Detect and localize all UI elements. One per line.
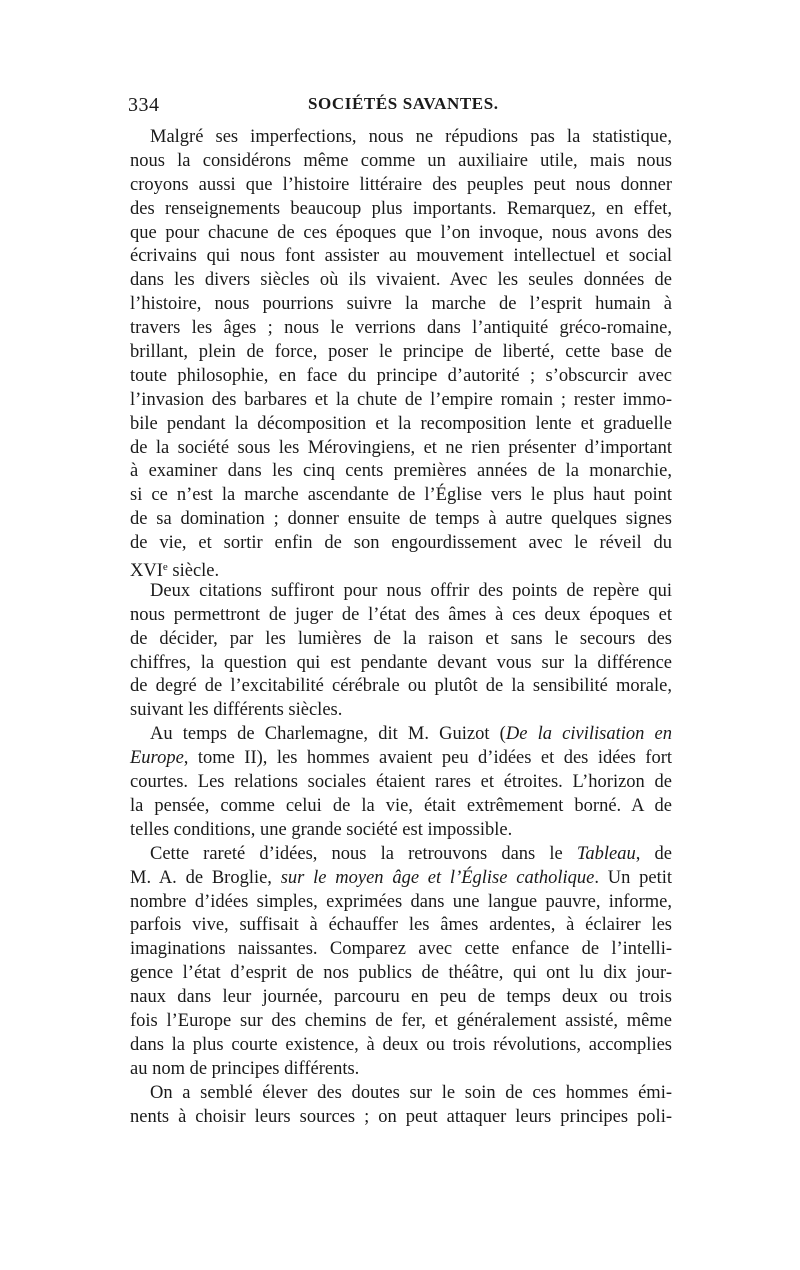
text-fragment: . Un petit bbox=[594, 867, 673, 888]
century-superscript: e bbox=[162, 561, 168, 574]
text-line: chiffres, la question qui est pendante devant vous sur la différence bbox=[130, 652, 672, 673]
text-line: gence l’état d’esprit de nos publics de théâtre, qui ont lu dix jour- bbox=[130, 963, 672, 984]
text-line: nombre d’idées simples, exprimées dans une langue pauvre, informe, bbox=[130, 891, 672, 912]
text-line: brillant, plein de force, poser le principe de liberté, cette base de bbox=[130, 342, 672, 363]
text-line: écrivains qui nous font assister au mouvement intellectuel et social bbox=[130, 246, 672, 267]
book-title: De la civilisation en bbox=[505, 724, 672, 745]
text-line: dans les divers siècles où ils vivaient. Avec les seules données de bbox=[130, 270, 672, 291]
text-line: de la société sous les Mérovingiens, et ne rien présenter d’important bbox=[130, 437, 672, 458]
text-fragment: , tome II), les hommes avaient peu d’idées et des idées fort bbox=[183, 748, 672, 769]
text-fragment: M. A. de Broglie, bbox=[130, 867, 281, 888]
text-line: imaginations naissantes. Comparez avec cette enfance de l’intelli- bbox=[130, 939, 672, 960]
text-line: l’invasion des barbares et la chute de l’empire romain ; rester immo- bbox=[130, 389, 672, 410]
text-line: On a semblé élever des doutes sur le soin de ces hommes émi- bbox=[150, 1082, 672, 1103]
text-line bbox=[130, 867, 672, 891]
text-line: travers les âges ; nous le verrions dans l’antiquité gréco-romaine, bbox=[130, 318, 672, 339]
century-tail: siècle. bbox=[167, 561, 220, 582]
text-line: dans la plus courte existence, à deux ou trois révolutions, accomplies bbox=[130, 1034, 672, 1055]
text-line: de vie, et sortir enfin de son engourdissement avec le réveil du bbox=[130, 533, 672, 554]
book-title: Europe bbox=[130, 748, 184, 769]
text-line bbox=[130, 556, 672, 580]
text-line: à examiner dans les cinq cents premières années de la monarchie, bbox=[130, 461, 672, 482]
text-line: telles conditions, une grande société est impossible. bbox=[130, 819, 513, 840]
book-title: Tableau bbox=[576, 843, 636, 864]
text-line: croyons aussi que l’histoire littéraire des peuples peut nous donner bbox=[130, 174, 672, 195]
text-line: que pour chacune de ces époques que l’on invoque, nous avons des bbox=[130, 222, 672, 243]
text-line: nous permettront de juger de l’état des âmes à ces deux époques et bbox=[130, 604, 672, 625]
text-line: de sa domination ; donner ensuite de temps à autre quelques signes bbox=[130, 509, 672, 530]
text-line: Malgré ses imperfections, nous ne répudions pas la statistique, bbox=[150, 127, 672, 147]
book-title: sur le moyen âge et l’Église catholique bbox=[280, 867, 595, 888]
text-line: si ce n’est la marche ascendante de l’Église vers le plus haut point bbox=[130, 485, 672, 506]
text-line bbox=[130, 843, 672, 867]
text-line: l’histoire, nous pourrions suivre la marche de l’esprit humain à bbox=[130, 294, 672, 315]
text-fragment: Cette rareté d’idées, nous la retrouvons dans le bbox=[150, 843, 577, 864]
text-line: toute philosophie, en face du principe d’autorité ; s’obscurcir avec bbox=[130, 365, 672, 386]
text-fragment: , de bbox=[635, 843, 672, 864]
text-line bbox=[130, 747, 672, 771]
text-fragment: Au temps de Charlemagne, dit M. Guizot ( bbox=[150, 724, 506, 745]
text-line: nous la considérons même comme un auxiliaire utile, mais nous bbox=[130, 150, 672, 171]
text-line: de degré de l’excitabilité cérébrale ou plutôt de la sensibilité morale, bbox=[130, 676, 672, 697]
text-line: naux dans leur journée, parcouru en peu de temps deux ou trois bbox=[130, 987, 672, 1008]
text-line: suivant les différents siècles. bbox=[130, 700, 343, 721]
text-line: des renseignements beaucoup plus importants. Remarquez, en effet, bbox=[130, 198, 672, 219]
text-line bbox=[130, 723, 672, 747]
text-line: Deux citations suffiront pour nous offrir des points de repère qui bbox=[150, 580, 672, 601]
running-head bbox=[128, 94, 672, 120]
text-line: courtes. Les relations sociales étaient rares et étroites. L’horizon de bbox=[130, 772, 672, 793]
text-line: fois l’Europe sur des chemins de fer, et généralement assisté, même bbox=[130, 1010, 672, 1031]
century-numeral: XVI bbox=[130, 561, 163, 582]
page-number: 334 bbox=[128, 94, 160, 116]
text-line: la pensée, comme celui de la vie, était extrêmement borné. A de bbox=[130, 795, 672, 816]
text-line: au nom de principes différents. bbox=[130, 1058, 360, 1079]
text-line: nents à choisir leurs sources ; on peut attaquer leurs principes poli- bbox=[130, 1106, 672, 1127]
text-line: de décider, par les lumières de la raison et sans le secours des bbox=[130, 628, 672, 649]
running-title: SOCIÉTÉS SAVANTES. bbox=[308, 94, 499, 113]
text-line: bile pendant la décomposition et la recomposition lente et graduelle bbox=[130, 413, 672, 434]
text-body bbox=[130, 126, 672, 1129]
text-line: parfois vive, suffisait à échauffer les âmes ardentes, à éclairer les bbox=[130, 915, 672, 936]
